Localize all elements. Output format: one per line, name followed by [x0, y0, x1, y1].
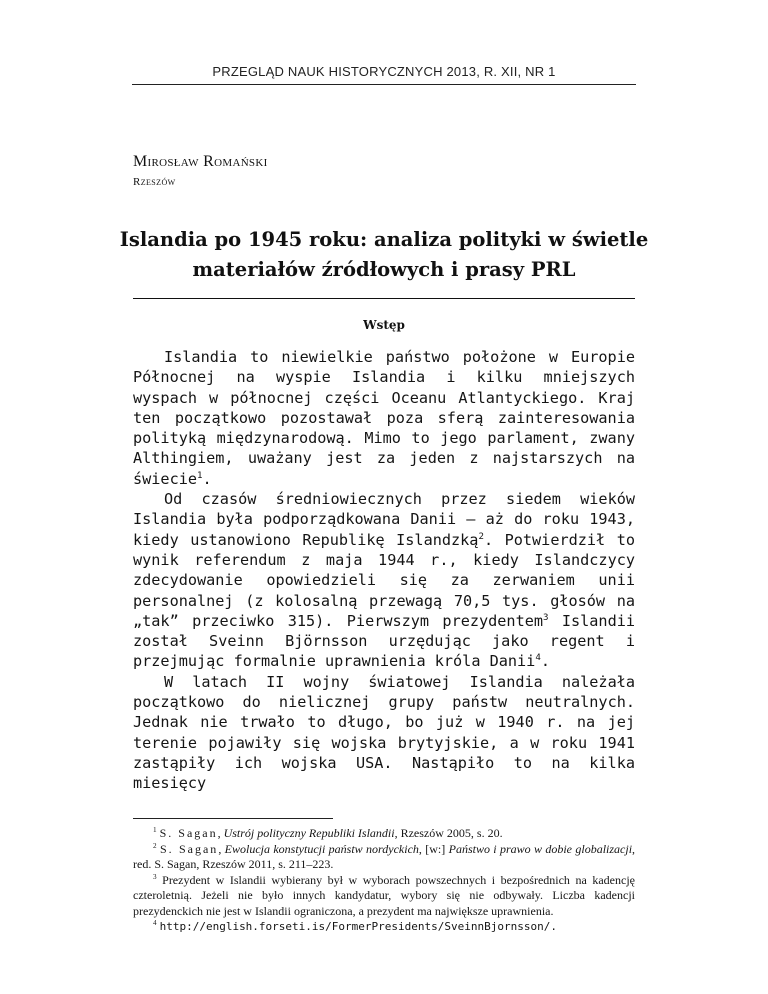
footnote-text: Prezydent w Islandii wybierany był w wyborach powszechnych i bezpośrednich na kadencję czteroletnią. Jeżeli nie było innych kandydatur, wybory się nie odbywały. Liczba kadencji prezydenckich nie jest w Islandii ograniczona, a prezydent ma największe uprawnienia.	[133, 872, 635, 918]
paragraph-text: Od czasów średniowiecznych przez siedem wieków Islandia była podporządkowana Danii – aż do roku 1943, kiedy ustanowiono Republikę Islandzką	[133, 490, 635, 549]
article-title: Islandia po 1945 roku: analiza polityki w świetle materiałów źródłowych i prasy PRL	[119, 228, 649, 281]
paragraph-3: W latach II wojny światowej Islandia należała początkowo do nielicznej grupy państw neutralnych. Jednak nie trwało to długo, bo już w 1940 r. na jej terenie pojawiły się wojska brytyjskie, a w roku 1941 zastąpiły ich wojska USA. Nastąpiło to na kilka miesięcy	[133, 672, 635, 793]
footnote-title: Ewolucja konstytucji państw nordyckich	[224, 841, 419, 856]
header-rule	[132, 84, 636, 85]
footnote-ref-3[interactable]: 3	[543, 612, 549, 623]
author-name: Mirosław Romański	[133, 153, 268, 170]
footnote-4	[133, 919, 635, 935]
footnotes	[133, 826, 635, 935]
section-heading: Wstęp	[363, 318, 405, 332]
footnote-separator: ,	[218, 841, 225, 856]
footnote-text: , [w:]	[418, 841, 449, 856]
running-header: PRZEGLĄD NAUK HISTORYCZNYCH 2013, R. XII, NR 1	[212, 64, 556, 79]
footnote-rule	[133, 818, 333, 819]
footnote-text: , red. S. Sagan, Rzeszów 2011, s. 211–223.	[133, 841, 636, 871]
footnote-number: 2	[153, 841, 157, 850]
footnote-2	[133, 842, 635, 873]
footnote-title: Ustrój polityczny Republiki Islandii	[223, 826, 395, 840]
paragraph-text: Islandii został Sveinn Björnsson urzędując jako regent i przejmując formalnie uprawnienia króla Danii	[133, 611, 635, 671]
article-body	[133, 347, 635, 794]
paragraph-1	[133, 347, 635, 489]
footnote-link[interactable]: http://english.forseti.is/FormerPresidents/SveinnBjornsson/.	[159, 920, 557, 933]
footnote-title: Państwo i prawo w dobie globalizacji	[448, 841, 633, 856]
footnote-number: 1	[153, 826, 157, 834]
footnote-1	[133, 826, 635, 842]
footnote-author: S. Sagan	[159, 826, 218, 840]
paragraph-text: Islandia to niewielkie państwo położone w Europie Północnej na wyspie Islandia i kilku mniejszych wyspach w północnej części Oceanu Atlantyckiego. Kraj ten początkowo pozostawał poza sferą zainteresowania polityką międzynarodową. Mimo to jego parlament, zwany Althingiem, uważany jest za jeden z najstarszych na świecie	[133, 348, 635, 488]
footnote-ref-1[interactable]: 1	[197, 470, 203, 481]
paragraph-2	[133, 489, 635, 672]
paragraph-text: .	[202, 469, 212, 488]
footnote-number: 3	[153, 872, 157, 881]
footnote-author: S. Sagan	[159, 841, 219, 856]
footnote-ref-2[interactable]: 2	[478, 531, 484, 542]
footnote-separator: ,	[217, 826, 224, 840]
title-rule	[133, 298, 635, 299]
paragraph-text: .	[540, 652, 550, 671]
footnote-3	[133, 873, 635, 920]
paragraph-text: . Potwierdził to wynik referendum z maja 1944 r., kiedy Islandczycy zdecydowanie opowiedzieli się za zerwaniem unii personalnej (z kolosalną przewagą 70,5 tys. głosów na „tak” przeciwko 315). Pierwszym prezydentem	[133, 530, 635, 630]
footnote-text: , Rzeszów 2005, s. 20.	[394, 826, 503, 840]
footnote-ref-4[interactable]: 4	[535, 653, 541, 664]
footnote-number: 4	[153, 919, 157, 927]
author-affiliation: Rzeszów	[133, 176, 176, 188]
